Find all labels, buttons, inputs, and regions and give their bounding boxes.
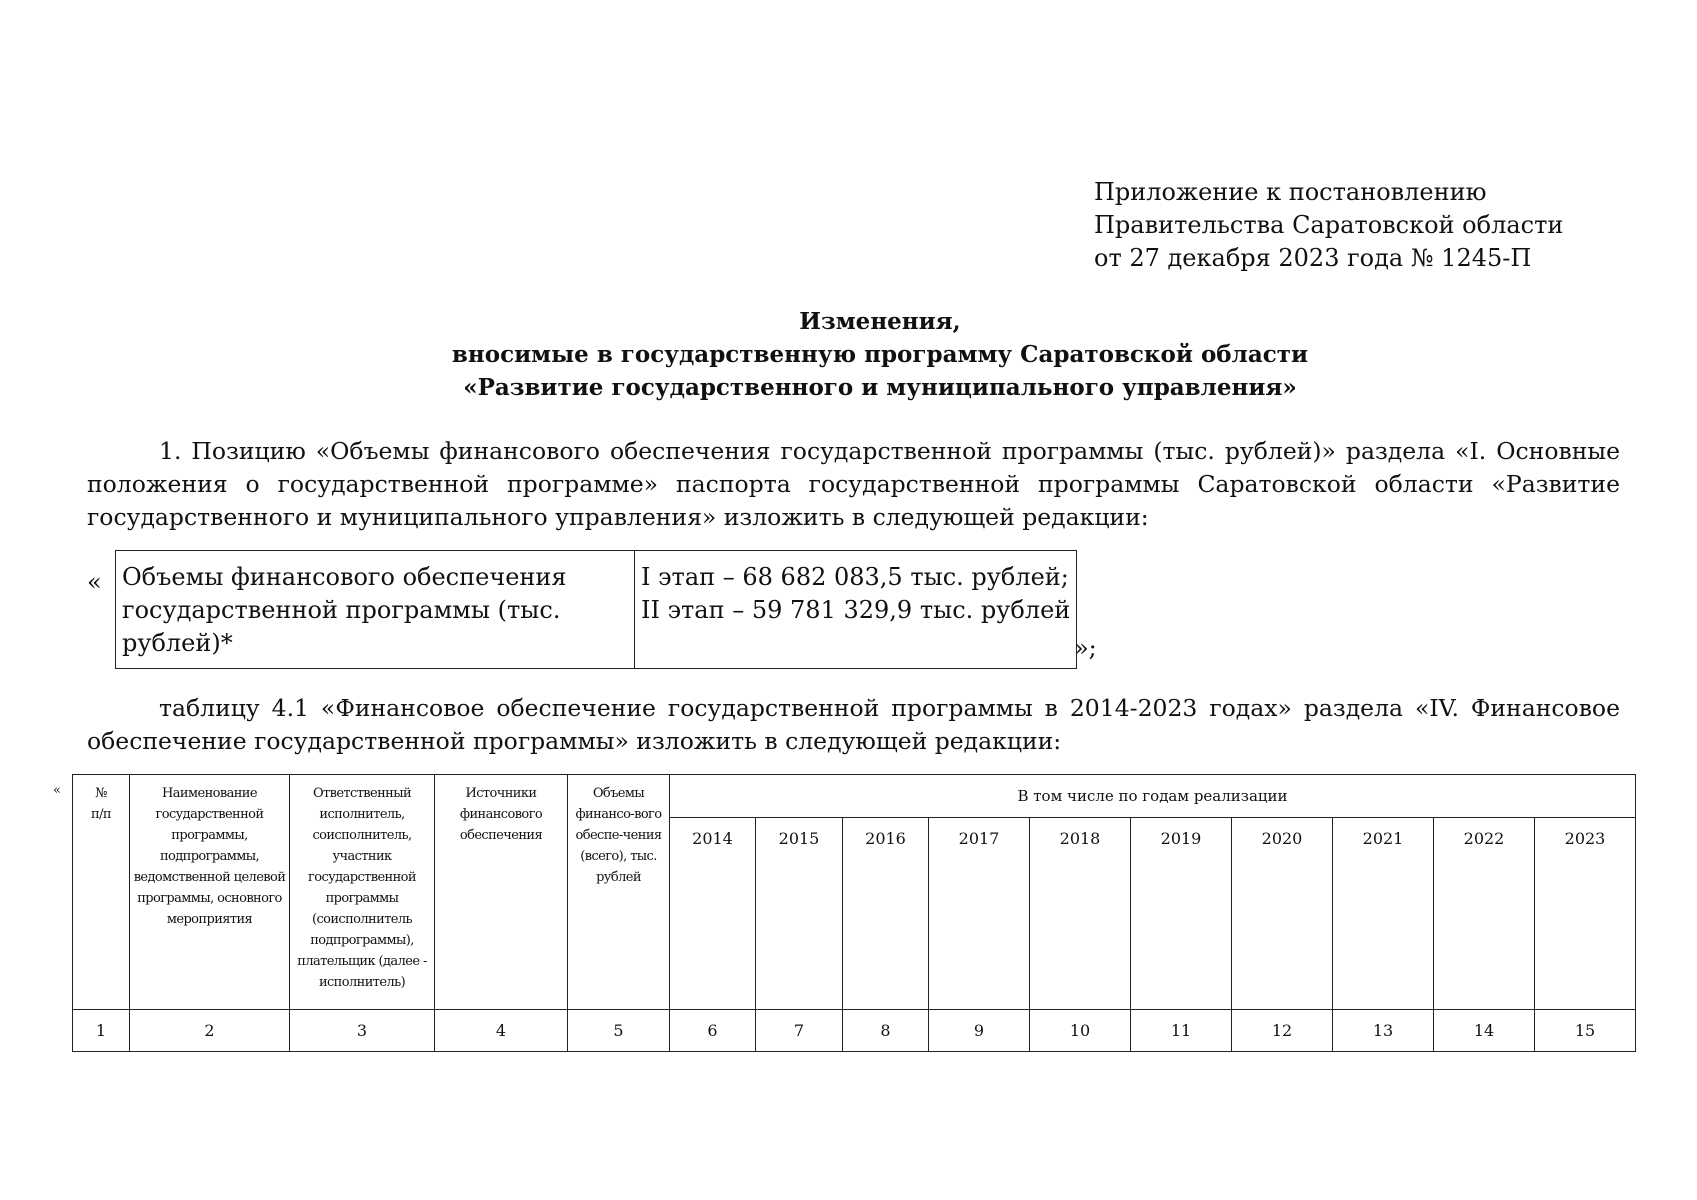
label-line: государственной программы (тыс. (122, 596, 561, 624)
year-header: 2018 (1030, 818, 1131, 1010)
column-number-cell: 5 (568, 1010, 670, 1052)
header-line: обеспе-чения (575, 828, 662, 843)
passport-row (116, 551, 1077, 669)
header-line: рублей (596, 870, 641, 885)
header-line: (всего), тыс. (580, 849, 657, 864)
header-line: финансового (459, 807, 543, 822)
col-header-number (73, 775, 130, 1010)
header-line: обеспечения (459, 828, 543, 843)
header-line: Объемы (592, 786, 645, 801)
header-line: программы, (171, 828, 248, 843)
column-number-cell: 7 (756, 1010, 843, 1052)
header-line: исполнитель) (318, 975, 406, 990)
year-header: 2023 (1535, 818, 1636, 1010)
column-number-cell: 2 (130, 1010, 290, 1052)
year-header: 2014 (670, 818, 756, 1010)
header-line: программы, основного (137, 891, 282, 906)
header-line: ведомственной целевой (133, 870, 286, 885)
passport-value-cell (635, 551, 1077, 669)
column-number-cell: 4 (435, 1010, 568, 1052)
header-line: п/п (91, 807, 111, 822)
appendix-line: от 27 декабря 2023 года № 1245-П (1094, 244, 1532, 272)
header-line: (соисполнитель (311, 912, 413, 927)
header-line: исполнитель, (319, 807, 405, 822)
appendix-line: Правительства Саратовской области (1094, 211, 1564, 239)
header-row-1 (73, 775, 1636, 818)
column-number-cell: 9 (929, 1010, 1030, 1052)
header-line: государственной (155, 807, 264, 822)
header-line: Источники (465, 786, 537, 801)
title-line: «Развитие государственного и муниципального управления» (463, 374, 1297, 401)
header-line: участник (332, 849, 392, 864)
header-line: подпрограммы, (159, 849, 260, 864)
header-line: государственной (308, 870, 416, 885)
quote-close: »; (1074, 634, 1097, 662)
column-number-cell: 13 (1333, 1010, 1434, 1052)
header-line: плательщик (далее - (297, 954, 427, 969)
col-header-executor (290, 775, 435, 1010)
document-title (0, 305, 1697, 404)
column-number-cell: 15 (1535, 1010, 1636, 1052)
column-number-cell: 14 (1434, 1010, 1535, 1052)
value-line: I этап – 68 682 083,5 тыс. рублей; (641, 563, 1069, 591)
column-number-cell: 6 (670, 1010, 756, 1052)
title-line: вносимые в государственную программу Саратовской области (451, 341, 1309, 368)
quote-open-2: « (53, 783, 61, 798)
year-header: 2019 (1131, 818, 1232, 1010)
col-header-volumes (568, 775, 670, 1010)
header-line: соисполнитель, (312, 828, 412, 843)
value-line: II этап – 59 781 329,9 тыс. рублей (641, 596, 1071, 624)
column-number-cell: 8 (843, 1010, 929, 1052)
title-line: Изменения, (799, 308, 961, 335)
year-header: 2021 (1333, 818, 1434, 1010)
header-line: № (95, 786, 107, 801)
year-header: 2016 (843, 818, 929, 1010)
column-number-cell: 10 (1030, 1010, 1131, 1052)
year-header: 2022 (1434, 818, 1535, 1010)
label-line: рублей)* (122, 629, 233, 657)
header-line: финансо-вого (575, 807, 662, 822)
finance-table (72, 774, 1636, 1052)
year-header: 2020 (1232, 818, 1333, 1010)
header-line: программы (325, 891, 399, 906)
quote-open-1: « (87, 568, 102, 596)
column-number-cell: 3 (290, 1010, 435, 1052)
paragraph-1: 1. Позицию «Объемы финансового обеспечения государственной программы (тыс. рублей)» раздела «I. Основные положения о государственной программе» паспорта государственной программы Саратовской области «Развитие государственного и муниципального управления» изложить в следующей редакции: (87, 437, 1620, 531)
label-line: Объемы финансового обеспечения (122, 563, 567, 591)
col-header-program-name (130, 775, 290, 1010)
year-header: 2015 (756, 818, 843, 1010)
header-line: подпрограммы), (310, 933, 414, 948)
header-line: Наименование (162, 786, 257, 801)
header-line: мероприятия (166, 912, 253, 927)
year-header: 2017 (929, 818, 1030, 1010)
column-number-cell: 11 (1131, 1010, 1232, 1052)
column-number-cell: 12 (1232, 1010, 1333, 1052)
passport-table (115, 550, 1077, 669)
column-number-cell: 1 (73, 1010, 130, 1052)
passport-label-cell (116, 551, 635, 669)
appendix-line: Приложение к постановлению (1094, 178, 1487, 206)
col-header-years-group: В том числе по годам реализации (670, 775, 1636, 818)
paragraph-2: таблицу 4.1 «Финансовое обеспечение государственной программы в 2014-2023 годах» раздела «IV. Финансовое обеспечение государственной программы» изложить в следующей редакции: (87, 694, 1620, 755)
appendix-block (1094, 176, 1563, 275)
col-header-sources (435, 775, 568, 1010)
column-numbers-row (73, 1010, 1636, 1052)
header-line: Ответственный (312, 786, 412, 801)
